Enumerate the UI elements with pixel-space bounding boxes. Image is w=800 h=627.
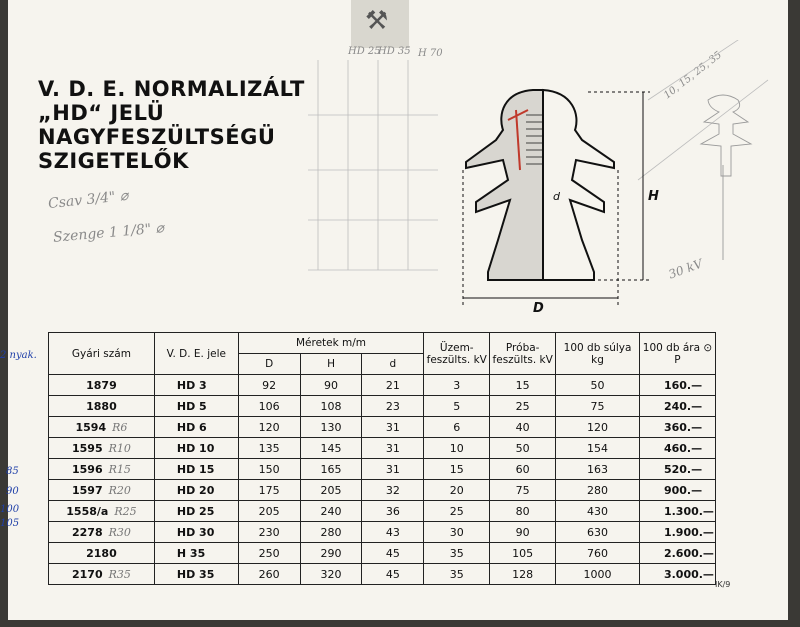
cell-D: 106 [238, 396, 300, 417]
margin-note-1: 2 nyak. [0, 350, 37, 361]
title-line-3: NAGYFESZÜLTSÉGÜ [38, 125, 276, 149]
header-row-1 [49, 333, 716, 354]
col-d-header: d [362, 354, 424, 375]
cell-D: 120 [238, 417, 300, 438]
cell-proba: 15 [490, 375, 556, 396]
cell-ar: 240.— [639, 396, 715, 417]
cell-D: 150 [238, 459, 300, 480]
pencil-kv: 30 kV [666, 256, 705, 282]
table-row [49, 438, 716, 459]
cell-ar: 360.— [639, 417, 715, 438]
cell-uzem: 35 [424, 543, 490, 564]
dimension-label-D: D [533, 301, 544, 316]
cell-gyari: 1595 R10 [49, 438, 155, 459]
pencil-top-label-2: HD 35 [378, 46, 411, 57]
cell-suly: 50 [556, 375, 640, 396]
pencil-right-series: 10, 15, 25, 35 [662, 49, 724, 102]
cell-vde: H 35 [154, 543, 238, 564]
cell-d: 31 [362, 438, 424, 459]
table-row [49, 522, 716, 543]
cell-vde: HD 35 [154, 564, 238, 585]
col-meretek-header: Méretek m/m [238, 333, 424, 354]
cell-gyari: 1594 R6 [49, 417, 155, 438]
cell-D: 205 [238, 501, 300, 522]
cell-d: 21 [362, 375, 424, 396]
cell-gyari: 1597 R20 [49, 480, 155, 501]
cell-d: 32 [362, 480, 424, 501]
table-row [49, 396, 716, 417]
cell-gyari: 2278 R30 [49, 522, 155, 543]
table-row [49, 501, 716, 522]
cell-D: 175 [238, 480, 300, 501]
title-line-2: „HD“ JELÜ [38, 101, 165, 125]
title-line-4: SZIGETELŐK [38, 149, 189, 173]
cell-D: 92 [238, 375, 300, 396]
cell-vde: HD 5 [154, 396, 238, 417]
cell-H: 205 [300, 480, 362, 501]
cell-suly: 75 [556, 396, 640, 417]
cell-suly: 1000 [556, 564, 640, 585]
cell-ar: 520.— [639, 459, 715, 480]
cell-ar: 1.900.— [639, 522, 715, 543]
cell-proba: 50 [490, 438, 556, 459]
cell-d: 31 [362, 417, 424, 438]
cell-suly: 760 [556, 543, 640, 564]
pencil-row-note: R15 [108, 462, 131, 476]
cell-gyari: 2170 R35 [49, 564, 155, 585]
cell-proba: 90 [490, 522, 556, 543]
cell-uzem: 5 [424, 396, 490, 417]
cell-uzem: 15 [424, 459, 490, 480]
cell-proba: 128 [490, 564, 556, 585]
cell-d: 43 [362, 522, 424, 543]
title-line-1: V. D. E. NORMALIZÁLT [38, 77, 305, 101]
margin-note-2: 85 [6, 466, 19, 477]
cell-suly: 280 [556, 480, 640, 501]
cell-D: 230 [238, 522, 300, 543]
cell-proba: 60 [490, 459, 556, 480]
pencil-row-note: R10 [108, 441, 131, 455]
col-H-header: H [300, 354, 362, 375]
cell-proba: 105 [490, 543, 556, 564]
cell-H: 320 [300, 564, 362, 585]
cell-suly: 163 [556, 459, 640, 480]
insulator-drawing [298, 40, 788, 320]
pencil-row-note: R30 [108, 525, 131, 539]
spec-table [48, 332, 716, 585]
col-D-header: D [238, 354, 300, 375]
col-suly-header: 100 db súlya kg [556, 333, 640, 375]
cell-d: 45 [362, 564, 424, 585]
cell-vde: HD 15 [154, 459, 238, 480]
cell-vde: HD 6 [154, 417, 238, 438]
cell-uzem: 20 [424, 480, 490, 501]
cell-uzem: 25 [424, 501, 490, 522]
pencil-note-thread: Csav 3/4" ⌀ [47, 187, 130, 213]
pencil-top-label-3: H 70 [418, 48, 443, 59]
margin-note-4: 100 [0, 504, 20, 515]
cell-gyari: 1879 [49, 375, 155, 396]
cell-d: 31 [362, 459, 424, 480]
cell-H: 145 [300, 438, 362, 459]
col-proba-header: Próba- feszülts. kV [490, 333, 556, 375]
margin-note-5: 105 [0, 518, 20, 529]
cell-ar: 900.— [639, 480, 715, 501]
cell-proba: 40 [490, 417, 556, 438]
pencil-row-note: R25 [114, 504, 137, 518]
cell-H: 130 [300, 417, 362, 438]
insulator-section [466, 90, 614, 280]
cell-uzem: 3 [424, 375, 490, 396]
cell-H: 165 [300, 459, 362, 480]
pencil-note-pin: Szenge 1 1/8" ⌀ [52, 220, 165, 246]
cell-proba: 80 [490, 501, 556, 522]
cell-gyari: 1558/a R25 [49, 501, 155, 522]
cell-gyari: 1596 R15 [49, 459, 155, 480]
cell-gyari: 2180 [49, 543, 155, 564]
col-gyari-header: Gyári szám [49, 333, 155, 375]
cell-ar: 460.— [639, 438, 715, 459]
cell-proba: 75 [490, 480, 556, 501]
cell-d: 36 [362, 501, 424, 522]
cell-D: 250 [238, 543, 300, 564]
table-row [49, 459, 716, 480]
cell-suly: 630 [556, 522, 640, 543]
page-footer: IK/9 [715, 580, 731, 589]
col-uzem-header: Üzem- feszülts. kV [424, 333, 490, 375]
cell-H: 90 [300, 375, 362, 396]
cell-uzem: 6 [424, 417, 490, 438]
cell-vde: HD 10 [154, 438, 238, 459]
page-title [38, 77, 305, 173]
table-row [49, 480, 716, 501]
dimension-label-d: d [553, 190, 560, 203]
dimension-label-H: H [648, 189, 659, 204]
cell-ar: 3.000.— [639, 564, 715, 585]
cell-ar: 1.300.— [639, 501, 715, 522]
cell-uzem: 30 [424, 522, 490, 543]
cell-gyari: 1880 [49, 396, 155, 417]
cell-suly: 430 [556, 501, 640, 522]
cell-H: 240 [300, 501, 362, 522]
pencil-top-label-1: HD 25 [348, 46, 381, 57]
cell-d: 45 [362, 543, 424, 564]
cell-H: 108 [300, 396, 362, 417]
cell-D: 260 [238, 564, 300, 585]
cell-vde: HD 30 [154, 522, 238, 543]
table-row [49, 543, 716, 564]
logo-icon: ⚒ [365, 6, 389, 36]
pencil-row-note: R20 [108, 483, 131, 497]
cell-H: 290 [300, 543, 362, 564]
cell-vde: HD 25 [154, 501, 238, 522]
pencil-row-note: R35 [108, 567, 131, 581]
cell-D: 135 [238, 438, 300, 459]
cell-suly: 154 [556, 438, 640, 459]
cell-uzem: 35 [424, 564, 490, 585]
cell-suly: 120 [556, 417, 640, 438]
margin-note-3: 90 [6, 486, 19, 497]
cell-H: 280 [300, 522, 362, 543]
col-vde-header: V. D. E. jele [154, 333, 238, 375]
cell-ar: 2.600.— [639, 543, 715, 564]
cell-d: 23 [362, 396, 424, 417]
table-row [49, 564, 716, 585]
pencil-row-note: R6 [112, 420, 128, 434]
table-row [49, 375, 716, 396]
cell-ar: 160.— [639, 375, 715, 396]
cell-uzem: 10 [424, 438, 490, 459]
cell-vde: HD 20 [154, 480, 238, 501]
cell-proba: 25 [490, 396, 556, 417]
pencil-sketch [701, 95, 751, 260]
cell-vde: HD 3 [154, 375, 238, 396]
table-row [49, 417, 716, 438]
col-ar-header: 100 db ára ⊙ P [639, 333, 715, 375]
